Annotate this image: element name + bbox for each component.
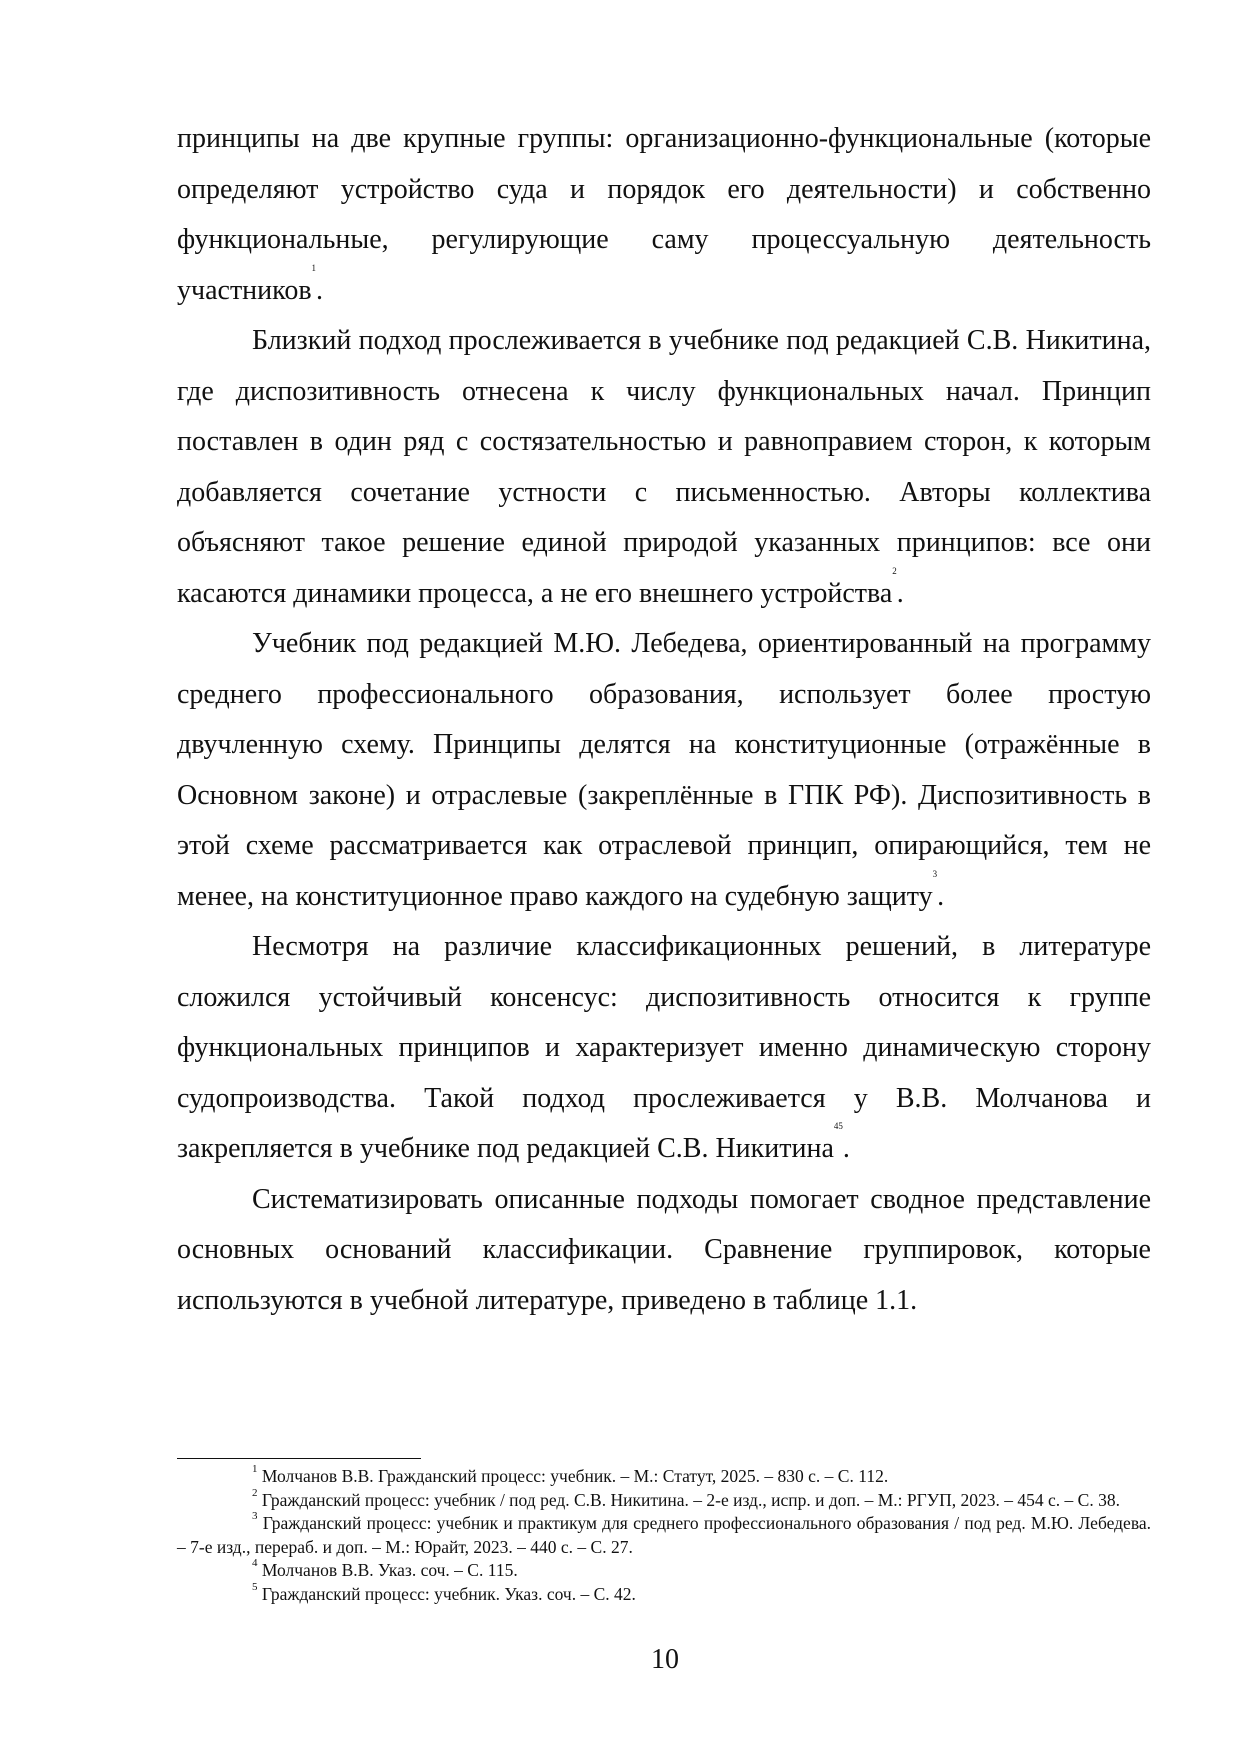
paragraph-1 [177,114,1151,316]
footnote-1-text: Молчанов В.В. Гражданский процесс: учебник. – М.: Статут, 2025. – 830 с. – С. 112. [261,1466,889,1486]
footnote-1-number: 1 [252,1463,258,1475]
footnote-5 [177,1580,1151,1607]
footnote-separator [177,1458,421,1459]
footnote-1 [177,1465,1151,1489]
footnote-4 [177,1559,1151,1583]
footnote-3 [177,1512,1151,1559]
paragraph-5-text: Систематизировать описанные подходы помогает сводное представление основных оснований классификации. Сравнение группировок, которые используются в учебной литературе, приведено в таблице 1.1. [177,1183,1151,1316]
footnote-ref-3[interactable]: 3 [932,868,938,879]
page-body [177,114,1151,1326]
footnote-5-number: 5 [252,1580,258,1593]
footnote-ref-2[interactable]: 2 [892,565,897,576]
footnote-3-number: 3 [252,1510,258,1522]
paragraph-5 [177,1175,1151,1327]
paragraph-2-text: Близкий подход прослеживается в учебнике под редакцией С.В. Никитина, где диспозитивность отнесена к числу функциональных начал. Принцип поставлен в один ряд с состязательностью и равноправием сторон, к которым добавляется сочетание устности с письменностью. Авторы коллектива объясняют такое решение единой природой указанных принципов: все они касаются динамики процесса, а не его внешнего устройства [177,325,1151,609]
footnote-ref-1[interactable]: 1 [311,262,317,273]
paragraph-3 [177,619,1151,922]
footnote-4-text: Молчанов В.В. Указ. соч. – С. 115. [261,1560,518,1580]
footnotes [177,1458,1151,1606]
paragraph-3-text: Учебник под редакцией М.Ю. Лебедева, ориентированный на программу среднего профессионального образования, использует более простую двучленную схему. Принципы делятся на конституционные (отражённые в Основном законе) и отраслевые (закреплённые в ГПК РФ). Диспозитивность в этой схеме рассматривается как отраслевой принцип, опирающийся, тем не менее, на конституционное право каждого на судебную защиту [177,628,1151,912]
paragraph-3-tail: . [937,880,945,912]
page-number: 10 [651,1644,679,1675]
paragraph-4 [177,922,1151,1175]
paragraph-4-text: Несмотря на различие классификационных решений, в литературе сложился устойчивый консенсус: диспозитивность относится к группе функциональных принципов и характеризует именно динамическую сторону судопроизводства. Такой подход прослеживается у В.В. Молчанова и закрепляется в учебнике под редакцией С.В. Никитина [177,931,1151,1164]
paragraph-4-tail: . [842,1133,850,1164]
footnote-2-text: Гражданский процесс: учебник / под ред. С.В. Никитина. – 2-е изд., испр. и доп. – М.: РГУП, 2023. – 454 с. – С. 38. [261,1489,1120,1510]
paragraph-1-tail: . [316,274,324,306]
footnote-2 [177,1486,1151,1513]
paragraph-2 [177,316,1151,619]
footnote-ref-4-5[interactable]: 45 [833,1121,843,1131]
footnote-3-text: Гражданский процесс: учебник и практикум для среднего профессионального образования / под ред. М.Ю. Лебедева. – 7-е изд., перераб. и доп. – М.: Юрайт, 2023. – 440 с. – С. 27. [177,1513,1152,1557]
footnote-4-number: 4 [252,1557,258,1569]
footnote-5-text: Гражданский процесс: учебник. Указ. соч. – С. 42. [261,1583,636,1604]
paragraph-1-text: принципы на две крупные группы: организационно-функциональные (которые определяют устройство суда и порядок его деятельности) и собственно функциональные, регулирующие саму процессуальную деятельность участников [177,123,1151,306]
paragraph-2-tail: . [896,577,904,609]
footnote-2-number: 2 [252,1486,258,1499]
